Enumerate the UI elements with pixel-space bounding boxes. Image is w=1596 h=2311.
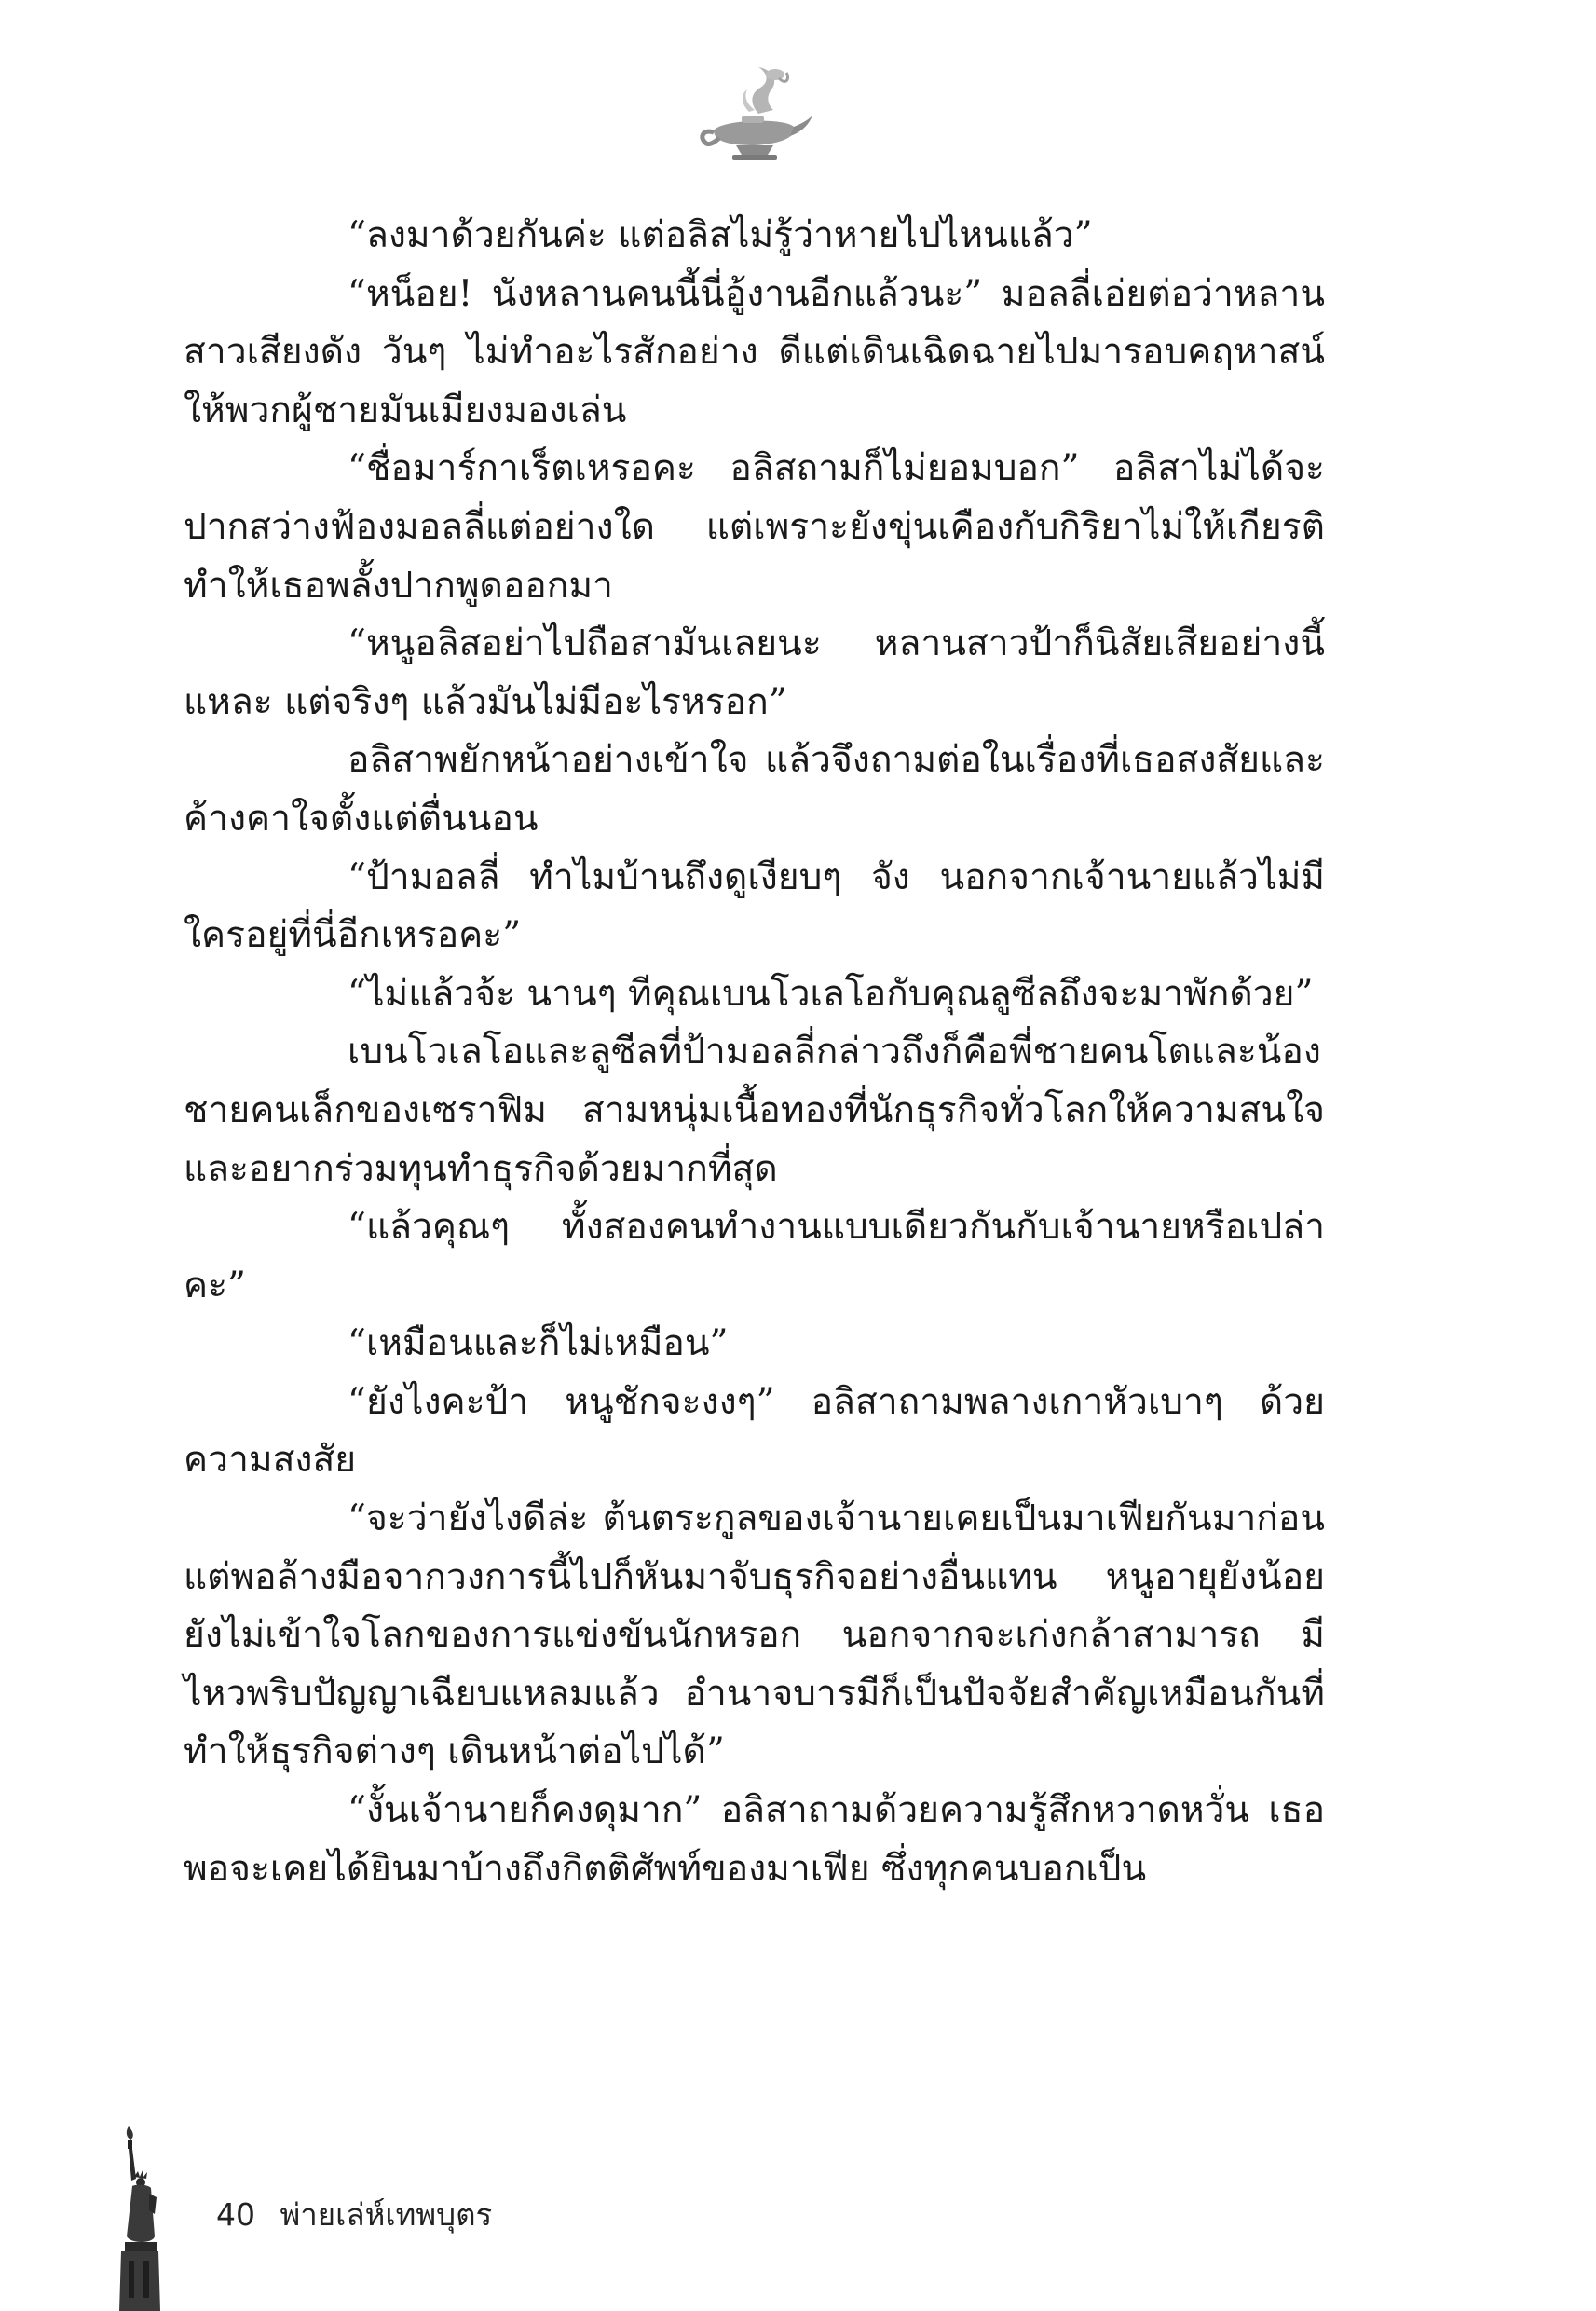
paragraph: เบนโวเลโอและลูซีลที่ป้ามอลลี่กล่าวถึงก็คือพี่ชายคนโตและน้องชายคนเล็กของเซราฟิม สามหนุ่มเนื้อทองที่นักธุรกิจทั่วโลกให้ความสนใจและอยากร่วมทุนทำธุรกิจด้วยมากที่สุด	[184, 1031, 1325, 1190]
paragraph: “งั้นเจ้านายก็คงดุมาก” อลิสาถามด้วยความรู้สึกหวาดหวั่น เธอพอจะเคยได้ยินมาบ้างถึงกิตติศัพท์ของมาเฟีย ซึ่งทุกคนบอกเป็น	[184, 1789, 1325, 1890]
page-footer	[216, 2190, 492, 2239]
paragraph: อลิสาพยักหน้าอย่างเข้าใจ แล้วจึงถามต่อในเรื่องที่เธอสงสัยและค้างคาใจตั้งแต่ตื่นนอน	[184, 739, 1325, 840]
paragraph: “ป้ามอลลี่ ทำไมบ้านถึงดูเงียบๆ จัง นอกจากเจ้านายแล้วไม่มีใครอยู่ที่นี่อีกเหรอคะ”	[184, 855, 1325, 957]
statue-of-liberty-icon	[116, 2125, 162, 2311]
paragraph: “ไม่แล้วจ้ะ นานๆ ทีคุณเบนโวเลโอกับคุณลูซีลถึงจะมาพักด้วย”	[348, 972, 1314, 1015]
book-title: พ่ายเล่ห์เทพบุตร	[280, 2196, 493, 2233]
paragraph: “หน็อย! นังหลานคนนี้นี่อู้งานอีกแล้วนะ” มอลลี่เอ่ยต่อว่าหลานสาวเสียงดัง วันๆ ไม่ทำอะไรสักอย่าง ดีแต่เดินเฉิดฉายไปมารอบคฤหาสน์ให้พวกผู้ชายมันเมียงมองเล่น	[184, 272, 1325, 431]
paragraph: “เหมือนและก็ไม่เหมือน”	[348, 1322, 729, 1365]
body-text	[184, 207, 1325, 1898]
paragraph: “ลงมาด้วยกันค่ะ แต่อลิสไม่รู้ว่าหายไปไหนแล้ว”	[348, 214, 1093, 256]
page-number: 40	[216, 2196, 255, 2233]
paragraph: “ชื่อมาร์กาเร็ตเหรอคะ อลิสถามก็ไม่ยอมบอก” อลิสาไม่ได้จะปากสว่างฟ้องมอลลี่แต่อย่างใด แต่เพราะยังขุ่นเคืองกับกิริยาไม่ให้เกียรติทำให้เธอพลั้งปากพูดออกมา	[184, 447, 1325, 607]
paragraph: “แล้วคุณๆ ทั้งสองคนทำงานแบบเดียวกันกับเจ้านายหรือเปล่าคะ”	[184, 1206, 1325, 1306]
paragraph: “หนูอลิสอย่าไปถือสามันเลยนะ หลานสาวป้าก็นิสัยเสียอย่างนี้แหละ แต่จริงๆ แล้วมันไม่มีอะไรหรอก”	[184, 622, 1325, 723]
paragraph: “จะว่ายังไงดีล่ะ ต้นตระกูลของเจ้านายเคยเป็นมาเฟียกันมาก่อน แต่พอล้างมือจากวงการนี้ไปก็หันมาจับธุรกิจอย่างอื่นแทน หนูอายุยังน้อยยังไม่เข้าใจโลกของการแข่งขันนักหรอก นอกจากจะเก่งกล้าสามารถ มีไหวพริบปัญญาเฉียบแหลมแล้ว อำนาจบารมีก็เป็นปัจจัยสำคัญเหมือนกันที่ทำให้ธุรกิจต่างๆ เดินหน้าต่อไปได้”	[184, 1497, 1325, 1773]
paragraph: “ยังไงคะป้า หนูชักจะงงๆ” อลิสาถามพลางเกาหัวเบาๆ ด้วยความสงสัย	[184, 1380, 1325, 1482]
genie-lamp-icon	[693, 58, 814, 170]
